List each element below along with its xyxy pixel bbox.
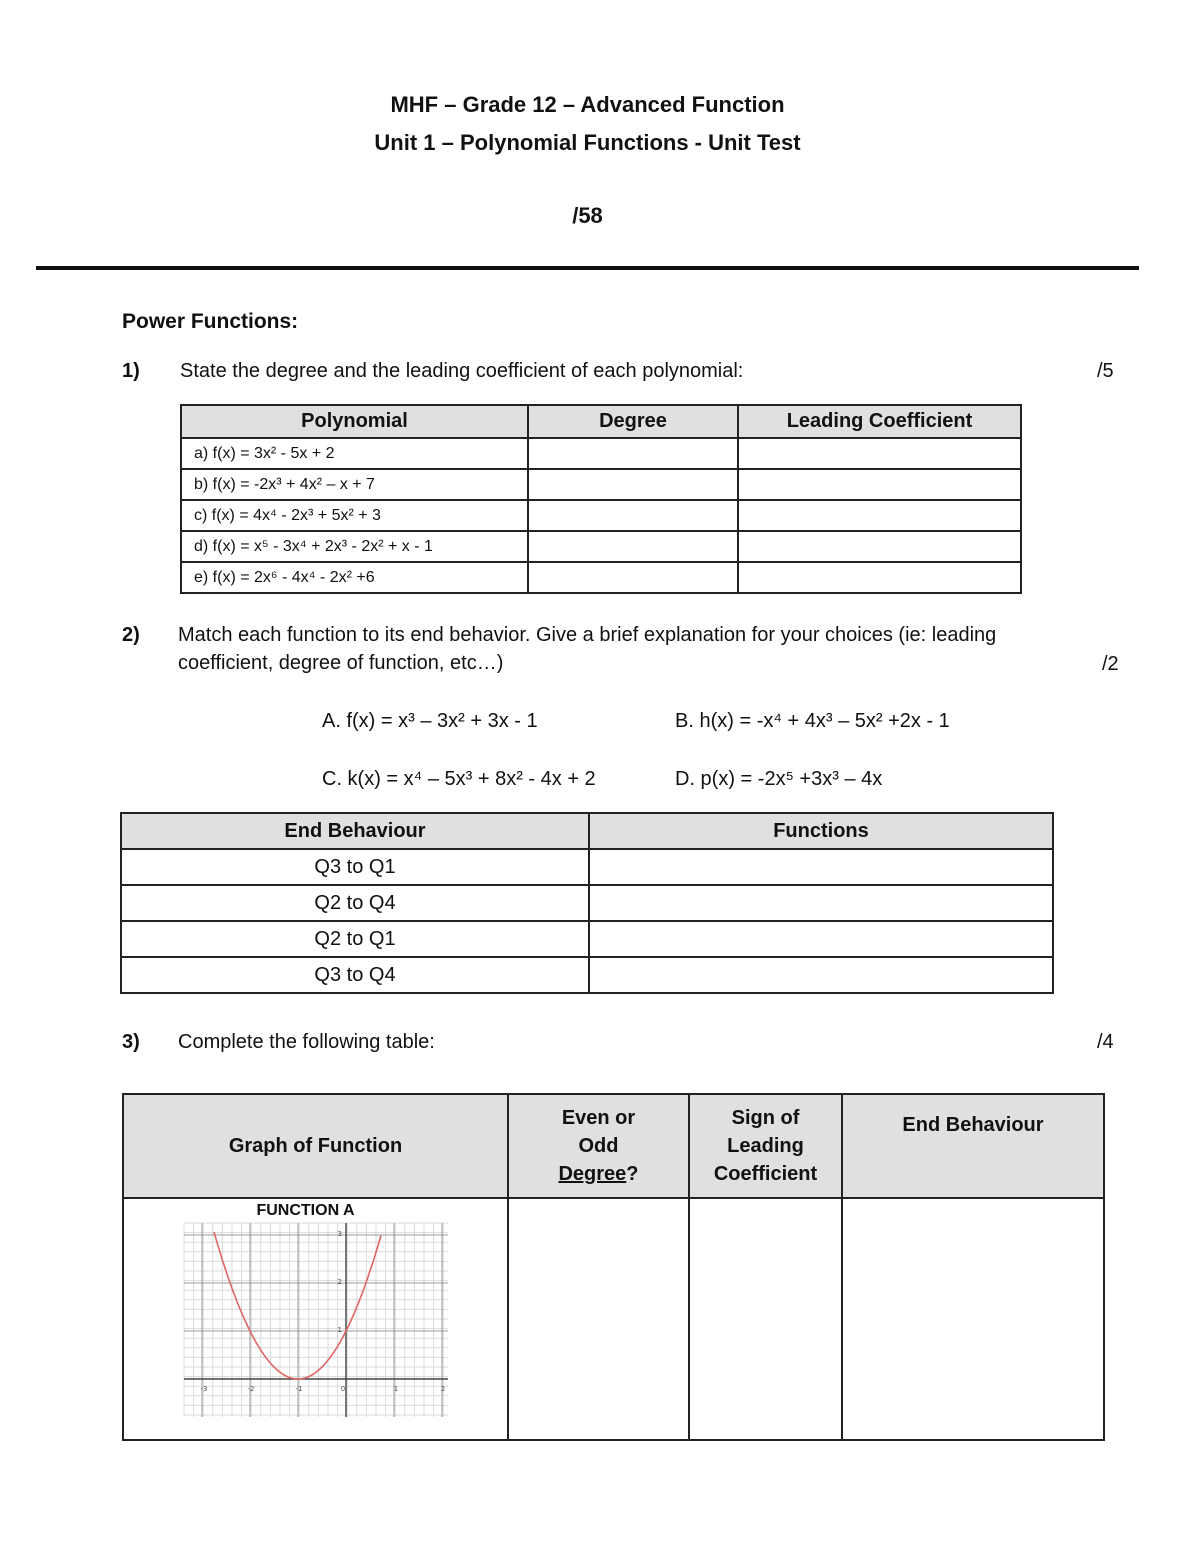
- function-a: A. f(x) = x³ – 3x² + 3x - 1: [322, 710, 538, 732]
- function-answer-cell[interactable]: [589, 921, 1053, 957]
- q1-table: [180, 404, 1022, 594]
- col-polynomial: Polynomial: [181, 405, 528, 438]
- table-row: [181, 500, 1021, 531]
- table-row: [181, 438, 1021, 469]
- table-row: [121, 885, 1053, 921]
- x-tick-label: -1: [295, 1385, 303, 1393]
- x-tick-label: 2: [440, 1385, 446, 1393]
- q2-text-line1: Match each function to its end behavior. Give a brief explanation for your choices (ie: leading: [178, 624, 997, 646]
- degree-answer-cell[interactable]: [528, 500, 738, 531]
- q3-table: [122, 1093, 1105, 1441]
- end-behaviour-cell: Q3 to Q1: [121, 849, 589, 885]
- even-odd-answer-cell[interactable]: [508, 1198, 689, 1440]
- degree-word: Degree: [558, 1163, 627, 1185]
- q2-table: [120, 812, 1054, 994]
- table-row: [123, 1198, 1104, 1440]
- q1-points: /5: [1097, 360, 1114, 382]
- sign-answer-cell[interactable]: [689, 1198, 842, 1440]
- x-tick-label: 1: [393, 1385, 399, 1393]
- function-answer-cell[interactable]: [589, 885, 1053, 921]
- function-label: FUNCTION A: [256, 1202, 355, 1219]
- y-tick-label: 3: [337, 1230, 342, 1238]
- sign-line3: Coefficient: [713, 1163, 818, 1185]
- table-header-row: [123, 1094, 1104, 1198]
- even-odd-line1: Even or: [561, 1107, 636, 1129]
- x-tick-label: -3: [200, 1385, 208, 1393]
- function-a-graph: [182, 1221, 452, 1421]
- document-title: MHF – Grade 12 – Advanced Function: [390, 92, 785, 117]
- degree-answer-cell[interactable]: [528, 531, 738, 562]
- coefficient-answer-cell[interactable]: [738, 438, 1021, 469]
- q2-number: 2): [122, 624, 140, 646]
- end-behaviour-cell: Q2 to Q1: [121, 921, 589, 957]
- q3-number: 3): [122, 1031, 140, 1053]
- polynomial-cell: e) f(x) = 2x⁶ - 4x⁴ - 2x² +6: [181, 562, 528, 593]
- q3-points: /4: [1097, 1031, 1114, 1053]
- table-row: [181, 531, 1021, 562]
- y-tick-label: 1: [337, 1326, 342, 1334]
- table-row: [181, 562, 1021, 593]
- polynomial-cell: b) f(x) = -2x³ + 4x² – x + 7: [181, 469, 528, 500]
- q2-text-line2: coefficient, degree of function, etc…): [178, 652, 504, 674]
- polynomial-cell: c) f(x) = 4x⁴ - 2x³ + 5x² + 3: [181, 500, 528, 531]
- polynomial-cell: a) f(x) = 3x² - 5x + 2: [181, 438, 528, 469]
- col-end-behaviour: End Behaviour: [842, 1094, 1104, 1198]
- end-behaviour-cell: Q3 to Q4: [121, 957, 589, 993]
- q3-text: Complete the following table:: [178, 1031, 435, 1053]
- degree-answer-cell[interactable]: [528, 562, 738, 593]
- col-end-behaviour: End Behaviour: [121, 813, 589, 849]
- sign-line1: Sign of: [731, 1107, 800, 1129]
- table-row: [121, 921, 1053, 957]
- degree-answer-cell[interactable]: [528, 438, 738, 469]
- table-header-row: [181, 405, 1021, 438]
- polynomial-cell: d) f(x) = x⁵ - 3x⁴ + 2x³ - 2x² + x - 1: [181, 531, 528, 562]
- col-leading-coefficient: Leading Coefficient: [738, 405, 1021, 438]
- table-row: [181, 469, 1021, 500]
- sign-line2: Leading: [727, 1135, 804, 1157]
- y-tick-label: 2: [337, 1278, 342, 1286]
- graph-grid: [184, 1223, 448, 1417]
- q2-points: /2: [1102, 653, 1119, 675]
- function-b: B. h(x) = -x⁴ + 4x³ – 5x² +2x - 1: [675, 710, 950, 732]
- degree-answer-cell[interactable]: [528, 469, 738, 500]
- document-subtitle: Unit 1 – Polynomial Functions - Unit Test: [374, 130, 801, 155]
- x-tick-label: -2: [247, 1385, 255, 1393]
- col-sign-leading-coefficient: [689, 1094, 842, 1198]
- function-c: C. k(x) = x⁴ – 5x³ + 8x² - 4x + 2: [322, 768, 596, 790]
- section-title: Power Functions:: [122, 310, 299, 333]
- end-behaviour-answer-cell[interactable]: [842, 1198, 1104, 1440]
- q1-text: State the degree and the leading coefficient of each polynomial:: [180, 360, 744, 382]
- question-mark: ?: [626, 1163, 639, 1185]
- table-row: [121, 849, 1053, 885]
- q1-number: 1): [122, 360, 140, 382]
- function-d: D. p(x) = -2x⁵ +3x³ – 4x: [675, 768, 883, 790]
- coefficient-answer-cell[interactable]: [738, 562, 1021, 593]
- function-answer-cell[interactable]: [589, 849, 1053, 885]
- total-score: /58: [572, 203, 603, 228]
- header-divider: [36, 266, 1139, 270]
- even-odd-line2: Odd: [578, 1135, 619, 1157]
- col-functions: Functions: [589, 813, 1053, 849]
- col-even-odd: [508, 1094, 689, 1198]
- coefficient-answer-cell[interactable]: [738, 469, 1021, 500]
- table-header-row: [121, 813, 1053, 849]
- end-behaviour-cell: Q2 to Q4: [121, 885, 589, 921]
- table-row: [121, 957, 1053, 993]
- function-answer-cell[interactable]: [589, 957, 1053, 993]
- even-odd-line3: [509, 1160, 688, 1188]
- col-degree: Degree: [528, 405, 738, 438]
- col-graph: Graph of Function: [123, 1094, 508, 1198]
- x-tick-label: 0: [340, 1385, 346, 1393]
- coefficient-answer-cell[interactable]: [738, 531, 1021, 562]
- graph-cell: [123, 1198, 508, 1440]
- coefficient-answer-cell[interactable]: [738, 500, 1021, 531]
